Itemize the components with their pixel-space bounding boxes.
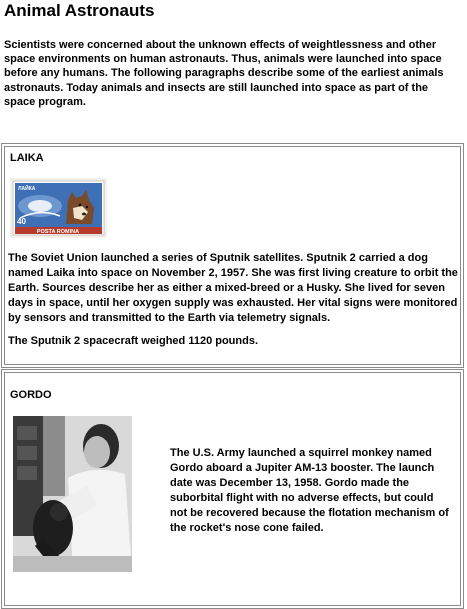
gordo-paragraph: The U.S. Army launched a squirrel monkey named Gordo aboard a Jupiter AM-13 booster. The launch date was December 13, 1958. Gordo made the suborbital flight with no adverse effects, but could not be recovered because the flotation mechanism of the rocket's nose cone failed. [170, 447, 449, 534]
laika-stamp-caption: ЛАЙКА [18, 186, 36, 192]
intro-paragraph: Scientists were concerned about the unknown effects of weightlessness and other space environments on human astronauts. Thus, animals were launched into space before any humans. The following paragraphs describe some of the earliest animals astronauts. Today animals and insects are still launched into space as part of the space program. [4, 39, 444, 108]
laika-stamp-country: POSTA ROMINA [36, 229, 80, 235]
laika-card [1, 143, 464, 368]
gordo-card [1, 369, 464, 609]
gordo-photo-image [13, 416, 132, 572]
laika-heading: LAIKA [10, 152, 44, 164]
laika-paragraph-2: The Sputnik 2 spacecraft weighed 1120 pounds. [8, 335, 259, 347]
laika-card-inner [4, 146, 461, 365]
laika-stamp-image [10, 178, 107, 238]
gordo-card-inner [4, 372, 461, 606]
laika-stamp-value: 40 [17, 217, 26, 226]
gordo-heading: GORDO [10, 389, 52, 401]
page-title: Animal Astronauts [4, 1, 155, 20]
laika-paragraph-1: The Soviet Union launched a series of Sputnik satellites. Sputnik 2 carried a dog named Laika into space on November 2, 1957. She was first living creature to orbit the Earth. Sources describe her as either a mixed-breed or a Husky. She lived for seven days in space, until her oxygen supply was exhausted. Her vital signs were monitored by sensors and transmitted to the Earth via telemetry signals. [8, 252, 458, 324]
